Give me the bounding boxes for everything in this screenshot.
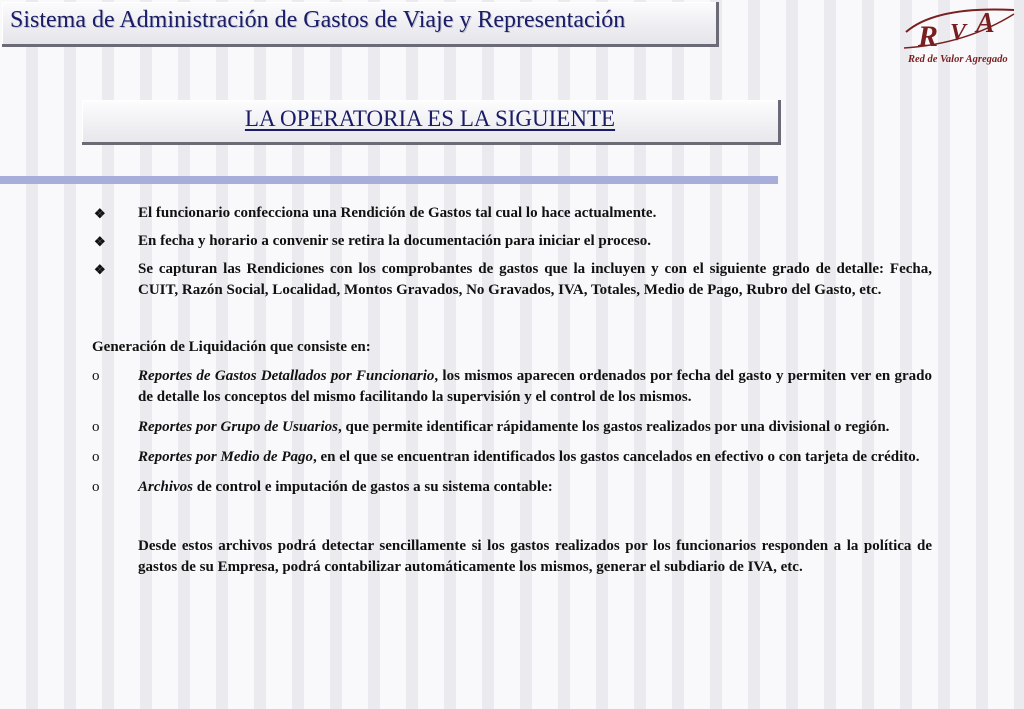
bullet-item [92,203,932,224]
circle-bullet-icon: o [92,419,100,435]
diamond-bullet-icon: ❖ [94,234,106,249]
sub-item-emphasis: Reportes de Gastos Detallados por Funcionario [138,368,435,384]
content-area [92,203,932,578]
svg-text:V: V [950,20,967,46]
divider-bar [0,176,778,184]
diamond-bullet-icon: ❖ [94,262,106,277]
closing-paragraph: Desde estos archivos podrá detectar sencillamente si los gastos realizados por los funcionarios responden a la política de gastos de su Empresa, podrá contabilizar automáticamente los mismos, generar el subdiario de IVA, etc. [138,538,932,575]
sub-item-emphasis: Archivos [138,479,194,495]
sub-item-text: de control e imputación de gastos a su sistema contable: [193,479,553,495]
sub-item [92,447,932,468]
circle-bullet-icon: o [92,479,100,495]
bullet-text: El funcionario confecciona una Rendición de Gastos tal cual lo hace actualmente. [138,205,657,221]
section-heading-box [82,100,781,145]
bullet-item [92,259,932,301]
diamond-bullet-icon: ❖ [94,206,106,221]
bullet-text: Se capturan las Rendiciones con los comprobantes de gastos que la incluyen y con el siguiente grado de detalle: Fecha, CUIT, Razón Social, Localidad, Montos Gravados, No Gravados, IVA, Totales, Medio de Pago, Rubro del Gasto, etc. [138,261,932,298]
page-title: Sistema de Administración de Gastos de Viaje y Representación [10,7,626,33]
liquidacion-heading: Generación de Liquidación que consiste en: [92,339,371,355]
sub-item-text: , que permite identificar rápidamente los gastos realizados por una divisional o región. [338,419,890,435]
sub-item-emphasis: Reportes por Medio de Pago [138,449,313,465]
circle-bullet-icon: o [92,368,100,384]
sub-item [92,417,932,438]
svg-text:R: R [918,20,939,53]
sub-item-text: , en el que se encuentran identificados los gastos cancelados en efectivo o con tarjeta de crédito. [312,449,920,465]
sub-item-emphasis: Reportes por Grupo de Usuarios [138,419,339,435]
sub-item-text: , los mismos aparecen ordenados por fecha del gasto y permiten ver en grado de detalle los conceptos del mismo facilitando la supervisión y el control de los mismos. [138,368,932,405]
sub-item [92,366,932,408]
bullet-text: En fecha y horario a convenir se retira la documentación para iniciar el proceso. [138,233,652,249]
sub-item [92,477,932,498]
svg-text:Red de Valor Agregado: Red de Valor Agregado [908,54,1008,65]
bullet-item [92,231,932,252]
svg-text:A: A [976,8,995,39]
section-heading: LA OPERATORIA ES LA SIGUIENTE [244,106,616,131]
rva-logo [896,4,1020,66]
circle-bullet-icon: o [92,449,100,465]
header-title-box [2,2,719,47]
